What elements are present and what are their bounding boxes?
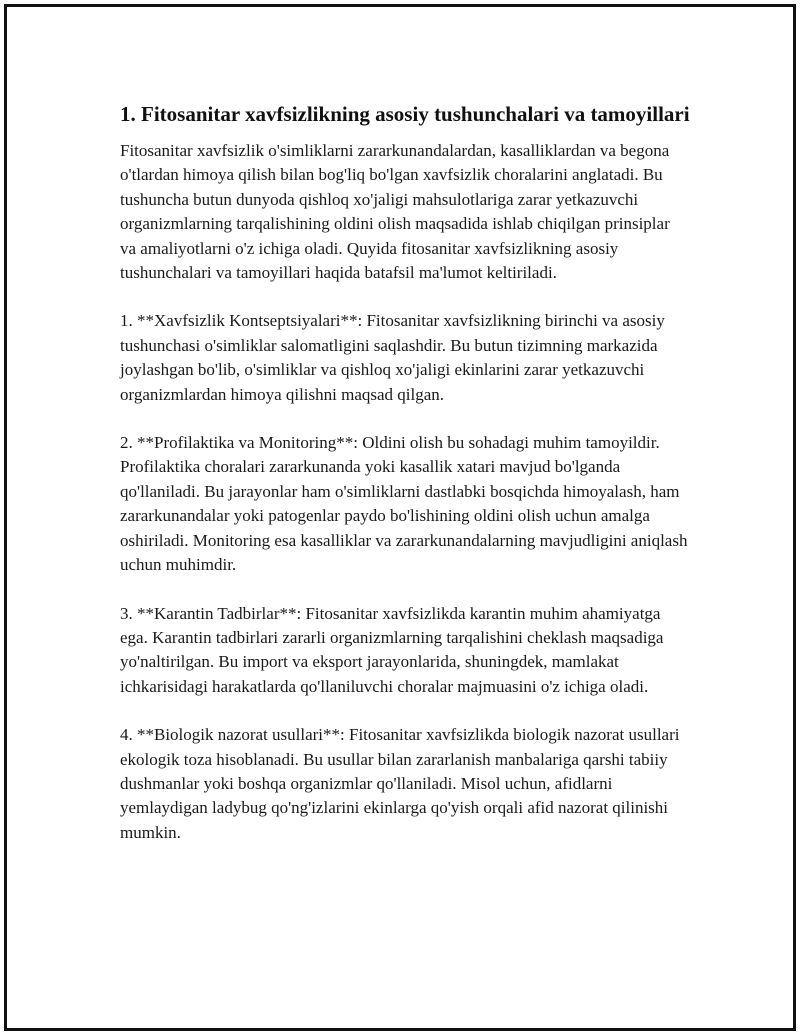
list-item-quarantine: 3. **Karantin Tadbirlar**: Fitosanitar xavfsizlikda karantin muhim ahamiyatga ega. Karantin tadbirlari zararli organizmlarning tarqalishini cheklash maqsadiga yo'naltirilgan. Bu import va eksport jarayonlarida, shuningdek, mamlakat ichkarisidagi harakatlarda qo'llaniluvchi choralar majmuasini o'z ichiga oladi. xyxy=(120,603,664,696)
list-item-security-concepts: 1. **Xavfsizlik Kontseptsiyalari**: Fitosanitar xavfsizlikning birinchi va asosiy tushunchasi o'simliklar salomatligini saqlashdir. Bu butun tizimning markazida joylashgan bo'lib, o'simliklar va qishloq xo'jaligi ekinlarini zarar yetkazuvchi organizmlardan himoya qilishni maqsad qilgan. xyxy=(120,311,665,404)
list-item-biological-control: 4. **Biologik nazorat usullari**: Fitosanitar xavfsizlikda biologik nazorat usullari ekologik toza hisoblanadi. Bu usullar bilan zararlanish manbalariga qarshi tabiiy dushmanlar yoki boshqa organizmlar qo'llaniladi. Misol uchun, afidlarni yemlaydigan ladybug qo'ng'izlarini ekinlarga qo'yish orqali afid nazorat qilinishi mumkin. xyxy=(120,725,680,842)
page-frame xyxy=(4,4,796,1031)
list-item-prevention-monitoring: 2. **Profilaktika va Monitoring**: Oldini olish bu sohadagi muhim tamoyildir. Profilaktika choralari zararkunanda yoki kasallik xatari mavjud bo'lganda qo'llaniladi. Bu jarayonlar ham o'simliklarni dastlabki bosqichda himoyalash, ham zararkunandalar yoki patogenlar paydo bo'lishining oldini olish uchun amalga oshiriladi. Monitoring esa kasalliklar va zararkunandalarning mavjudligini aniqlash uchun muhimdir. xyxy=(120,433,688,575)
intro-paragraph: Fitosanitar xavfsizlik o'simliklarni zararkunandalardan, kasalliklardan va begona o'tlardan himoya qilish bilan bog'liq bo'lgan xavfsizlik choralarini anglatadi. Bu tushuncha butun dunyoda qishloq xo'jaligi mahsulotlariga zarar yetkazuvchi organizmlarning tarqalishining oldini olish maqsadida ishlab chiqilgan prinsiplar va amaliyotlarni o'z ichiga oladi. Quyida fitosanitar xavfsizlikning asosiy tushunchalari va tamoyillari haqida batafsil ma'lumot keltiriladi. xyxy=(120,141,670,283)
section-heading: 1. Fitosanitar xavfsizlikning asosiy tushunchalari va tamoyillari xyxy=(120,102,690,126)
document-body xyxy=(120,99,690,869)
